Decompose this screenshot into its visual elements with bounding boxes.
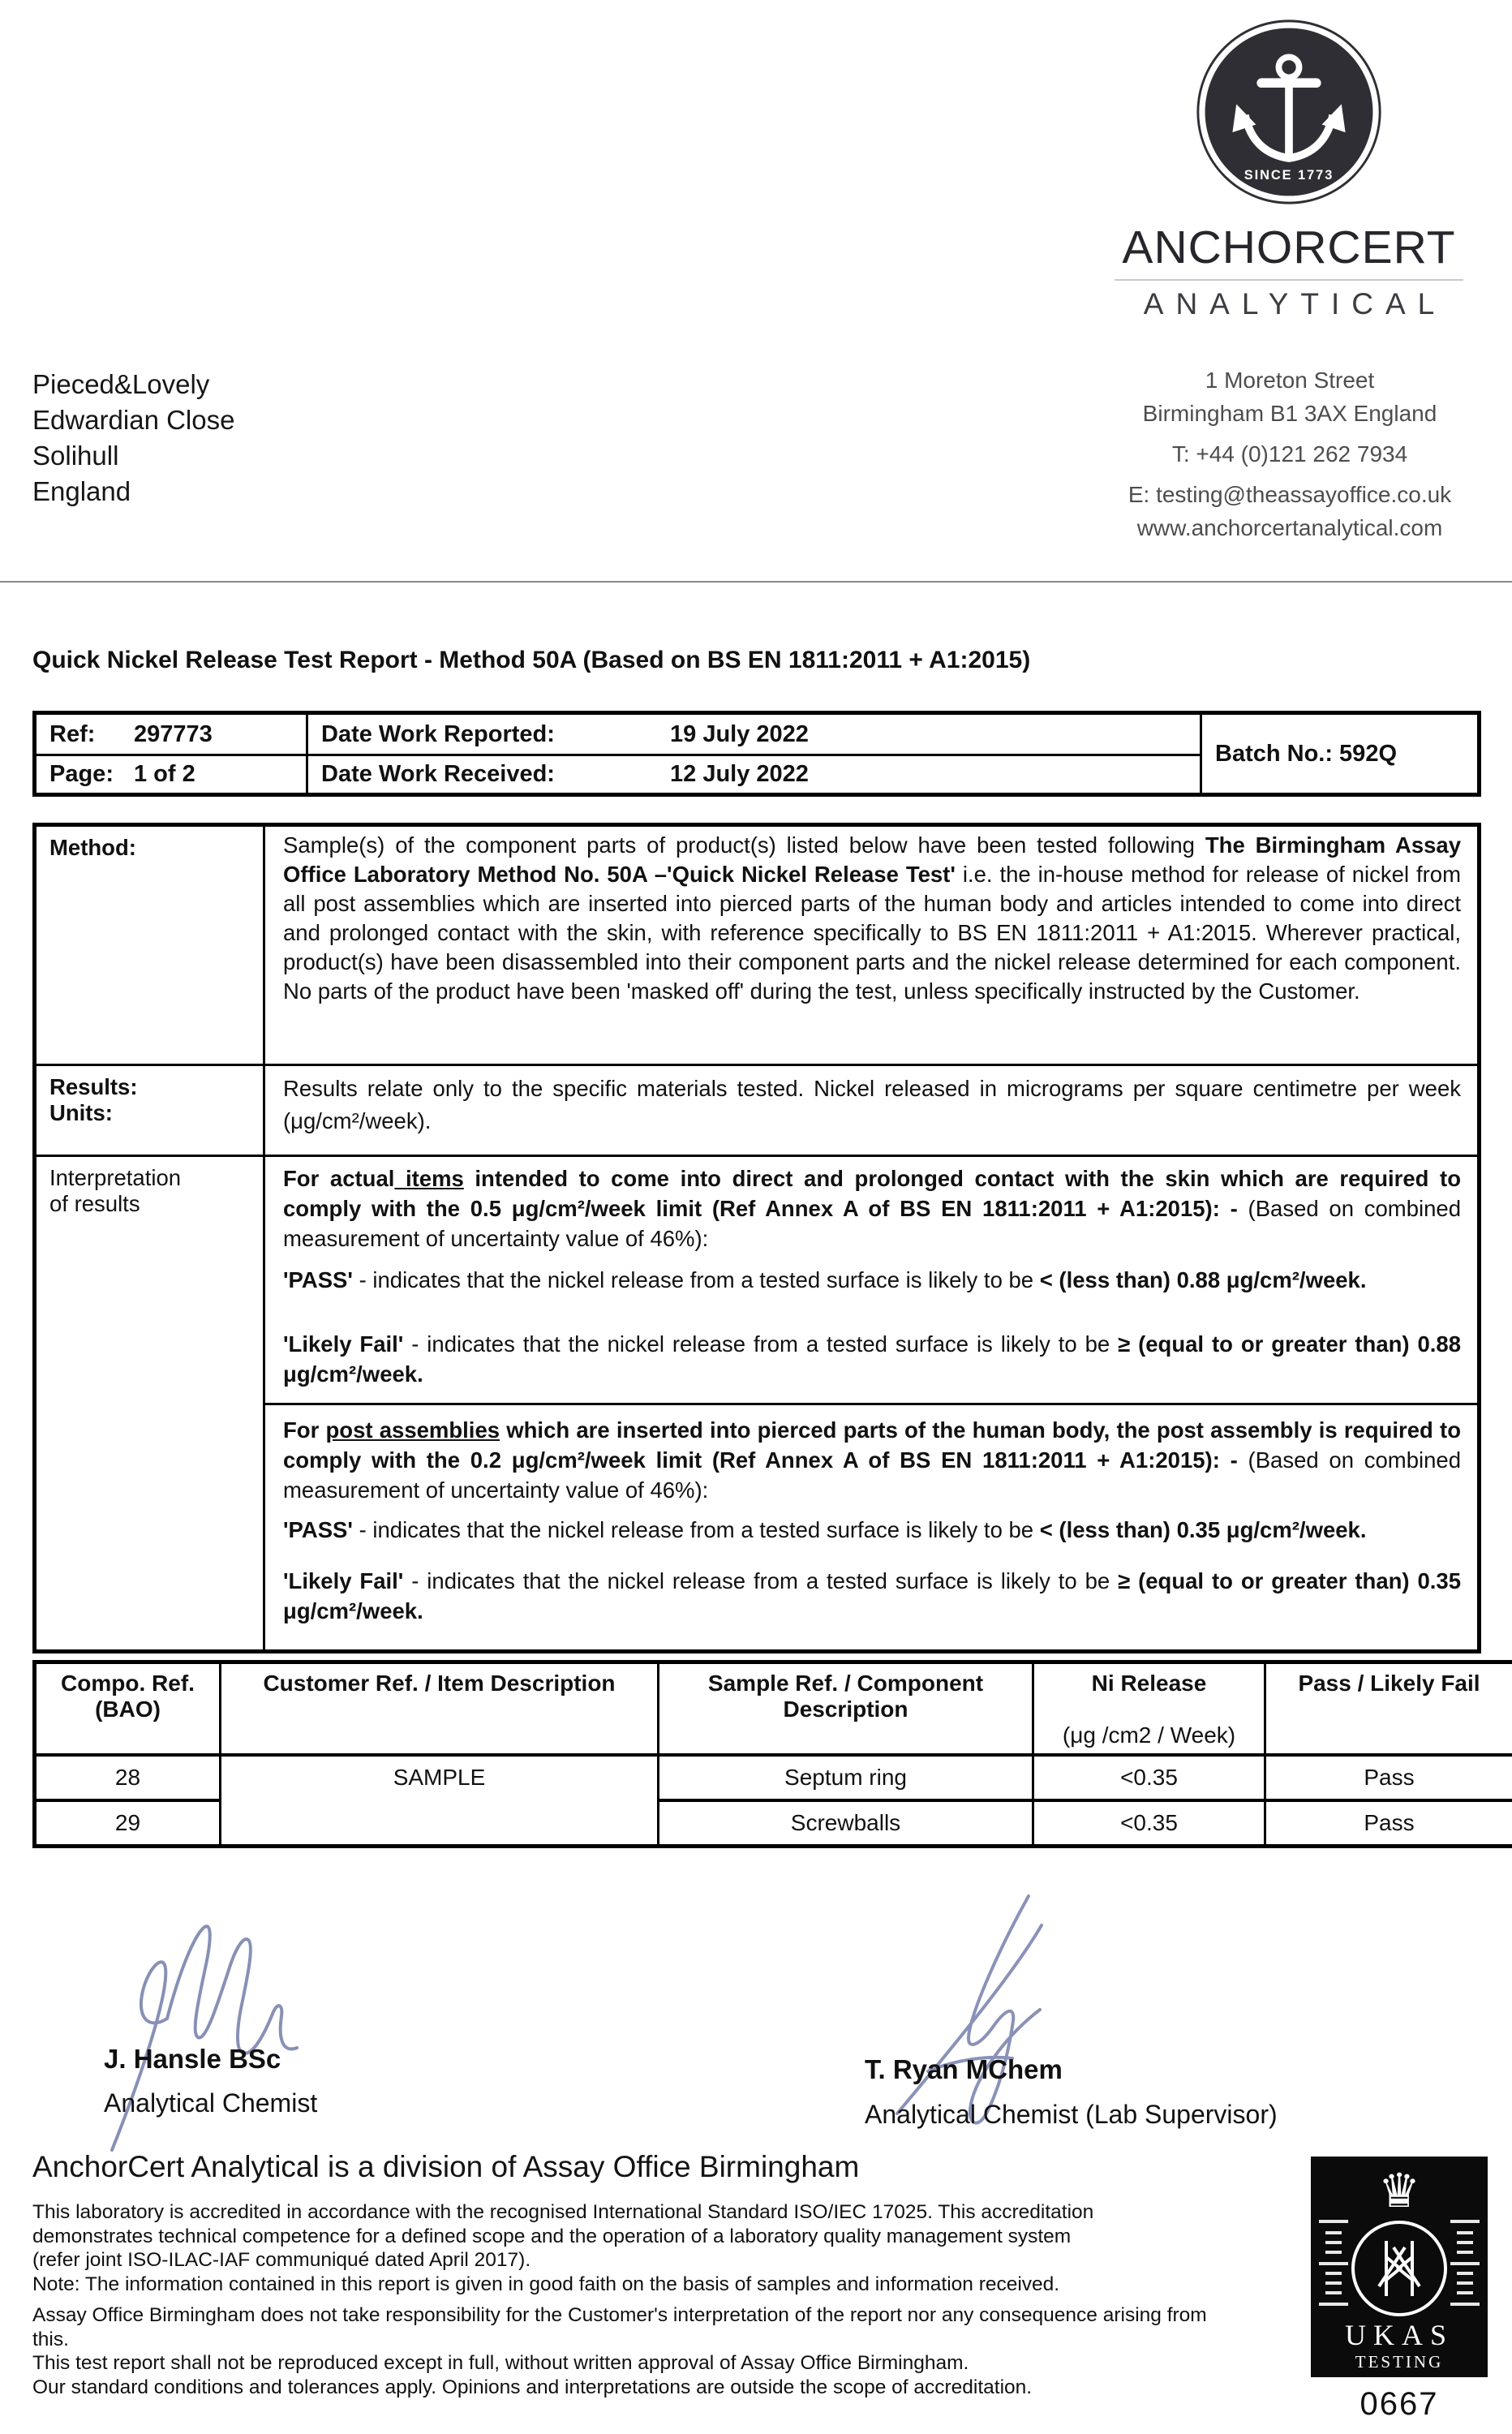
ukas-type: TESTING xyxy=(1355,2352,1444,2372)
units-label: Units: xyxy=(49,1100,113,1125)
ref-value: 297773 xyxy=(134,720,213,747)
lab-email: E: testing@theassayoffice.co.uk xyxy=(1128,482,1452,507)
post-intro: For post assemblies which are inserted into pierced parts of the human body, the post assembly is required to comply with the 0.2 μg/cm²/week limit (Ref Annex A of BS EN 1811:2011 + A1:2015): - (Based on combined measurement of uncertainty value of 46%): xyxy=(283,1417,1462,1503)
customer-street: Edwardian Close xyxy=(32,405,235,435)
brand-wordmark: ANCHORCERT xyxy=(1122,221,1456,273)
signature-right xyxy=(866,1854,1110,2203)
row1-compo-ref: 28 xyxy=(37,1753,221,1799)
header-ni-title: Ni Release xyxy=(1091,1671,1207,1696)
post-pass-definition: 'PASS' - indicates that the nickel release from a tested surface is likely to be < (less than) 0.35 μg/cm²/week. xyxy=(283,1517,1367,1542)
ref-cell xyxy=(37,715,308,754)
signatory-left-title: Analytical Chemist xyxy=(104,2088,318,2118)
date-reported-cell xyxy=(308,715,1202,754)
anchorcert-logo xyxy=(1110,18,1468,321)
signatory-right-title: Analytical Chemist (Lab Supervisor) xyxy=(865,2100,1278,2129)
header-sample-line2: Description xyxy=(783,1696,908,1722)
results-units-text: Results relate only to the specific materials tested. Nickel released in micrograms per square centimetre per week (μg/cm²/week). xyxy=(265,1064,1477,1155)
method-text: Sample(s) of the component parts of product(s) listed below have been tested following The Birmingham Assay Office Laboratory Method No. 50A –'Quick Nickel Release Test' i.e. the in-house method for release of nickel from all post assemblies which are inserted into pierced parts of the human body and articles intended to come into direct and prolonged contact with the skin, with reference specifically to BS EN 1811:2011 + A1:2015. Wherever practical, product(s) have been disassembled into their component parts and the nickel release determined for each component. No parts of the product have been 'masked off' during the test, unless specifically instructed by the Customer. xyxy=(283,832,1461,1004)
anchor-icon xyxy=(1195,18,1383,206)
header-sample-line1: Sample Ref. / Component xyxy=(707,1671,984,1696)
date-reported-value: 19 July 2022 xyxy=(670,720,809,747)
signature-left xyxy=(88,1890,355,2174)
method-label: Method: xyxy=(37,827,265,1064)
date-reported-label: Date Work Reported: xyxy=(321,720,555,747)
ref-label: Ref: xyxy=(49,720,96,747)
customer-city: Solihull xyxy=(32,441,119,471)
lab-address xyxy=(1069,363,1510,544)
date-received-value: 12 July 2022 xyxy=(670,761,809,787)
customer-ref-value: SAMPLE xyxy=(221,1753,659,1844)
footer-notes xyxy=(32,2200,1233,2399)
header-customer-ref: Customer Ref. / Item Description xyxy=(221,1664,659,1753)
page-title: Quick Nickel Release Test Report - Method 50A (Based on BS EN 1811:2011 + A1:2015) xyxy=(32,647,1031,673)
ukas-accreditation xyxy=(1311,2157,1488,2423)
header-compo-line2: (BAO) xyxy=(95,1696,161,1722)
results-units-label xyxy=(37,1064,265,1155)
footer-line: (refer joint ISO-ILAC-IAF communiqué dated April 2017). xyxy=(32,2249,531,2271)
row1-component: Septum ring xyxy=(659,1753,1034,1799)
svg-text:♛: ♛ xyxy=(1378,2163,1420,2218)
header-pass-fail: Pass / Likely Fail xyxy=(1298,1671,1480,1696)
items-pass-definition: 'PASS' - indicates that the nickel release from a tested surface is likely to be < (less than) 0.88 μg/cm²/week. xyxy=(283,1267,1367,1292)
division-statement: AnchorCert Analytical is a division of Assay Office Birmingham xyxy=(32,2150,860,2183)
row2-ni-release: <0.35 xyxy=(1034,1799,1266,1844)
signatory-right-name: T. Ryan MChem xyxy=(865,2054,1063,2084)
reference-table xyxy=(32,711,1481,797)
wordmark-divider xyxy=(1115,279,1463,281)
row2-compo-ref: 29 xyxy=(37,1799,221,1844)
header-sample-ref xyxy=(659,1664,1034,1753)
ukas-testing-icon xyxy=(1311,2157,1488,2377)
date-received-cell xyxy=(308,754,1202,793)
lab-website: www.anchorcertanalytical.com xyxy=(1136,515,1443,540)
row1-ni-release: <0.35 xyxy=(1034,1753,1266,1799)
post-fail-definition: 'Likely Fail' - indicates that the nickel release from a tested surface is likely to be ≥ (equal to or greater than) 0.35 μg/cm²/week. xyxy=(283,1568,1461,1623)
signatory-left-name: J. Hansle BSc xyxy=(104,2044,281,2074)
page-cell xyxy=(37,754,308,793)
row1-result: Pass xyxy=(1266,1753,1512,1799)
footer-line: Our standard conditions and tolerances apply. Opinions and interpretations are outside the scope of accreditation. xyxy=(32,2376,1033,2398)
ukas-number: 0667 xyxy=(1360,2386,1439,2422)
interpretation-label xyxy=(37,1155,265,1649)
footer-line: demonstrates technical competence for a defined scope and the operation of a laboratory quality management system xyxy=(32,2225,1072,2247)
header-ni-units: (μg /cm2 / Week) xyxy=(1062,1722,1236,1748)
interpretation-label-line2: of results xyxy=(49,1191,140,1216)
lab-city: Birmingham B1 3AX England xyxy=(1142,401,1437,426)
lab-phone: T: +44 (0)121 262 7934 xyxy=(1171,441,1408,467)
customer-address xyxy=(32,367,234,510)
results-label: Results: xyxy=(49,1074,138,1099)
header-compo-line1: Compo. Ref. xyxy=(61,1671,195,1696)
date-received-label: Date Work Received: xyxy=(321,761,555,787)
items-intro: For actual items intended to come into direct and prolonged contact with the skin which are required to comply with the 0.5 μg/cm²/week limit (Ref Annex A of BS EN 1811:2011 + A1:2015): - (Based on combined measurement of uncertainty value of 46%): xyxy=(283,1166,1461,1251)
page-value: 1 of 2 xyxy=(134,761,195,787)
header-ni-release xyxy=(1034,1664,1266,1753)
customer-name: Pieced&Lovely xyxy=(32,369,210,399)
row2-result: Pass xyxy=(1266,1799,1512,1844)
interpretation-items-box xyxy=(265,1157,1477,1405)
interpretation-content xyxy=(265,1155,1477,1649)
row2-component: Screwballs xyxy=(659,1799,1034,1844)
logo-since-text: SINCE 1773 xyxy=(1244,168,1334,183)
footer-line: This test report shall not be reproduced except in full, without written approval of Assay Office Birmingham. xyxy=(32,2352,969,2374)
brand-wordmark-sub: ANALYTICAL xyxy=(1143,287,1447,320)
header-compo-ref xyxy=(37,1664,221,1753)
customer-country: England xyxy=(32,476,131,506)
header-divider xyxy=(0,581,1512,583)
footer-line: This laboratory is accredited in accordance with the recognised International Standard ISO/IEC 17025. This accreditation xyxy=(32,2201,1094,2223)
interpretation-label-line1: Interpretation xyxy=(49,1165,182,1190)
items-fail-definition: 'Likely Fail' - indicates that the nickel release from a tested surface is likely to be ≥ (equal to or greater than) 0.88 μg/cm²/week. xyxy=(283,1331,1461,1387)
method-table xyxy=(32,823,1481,1653)
batch-number: Batch No.: 592Q xyxy=(1215,740,1397,767)
ukas-name: UKAS xyxy=(1344,2319,1454,2351)
footer-line: Note: The information contained in this report is given in good faith on the basis of samples and information received. xyxy=(32,2273,1060,2295)
lab-street: 1 Moreton Street xyxy=(1205,368,1375,393)
footer-line: Assay Office Birmingham does not take responsibility for the Customer's interpretation of the report nor any consequence arising from this. xyxy=(32,2304,1207,2350)
interpretation-post-assemblies-box xyxy=(265,1405,1477,1649)
page-label: Page: xyxy=(49,761,114,787)
results-table xyxy=(32,1660,1512,1848)
